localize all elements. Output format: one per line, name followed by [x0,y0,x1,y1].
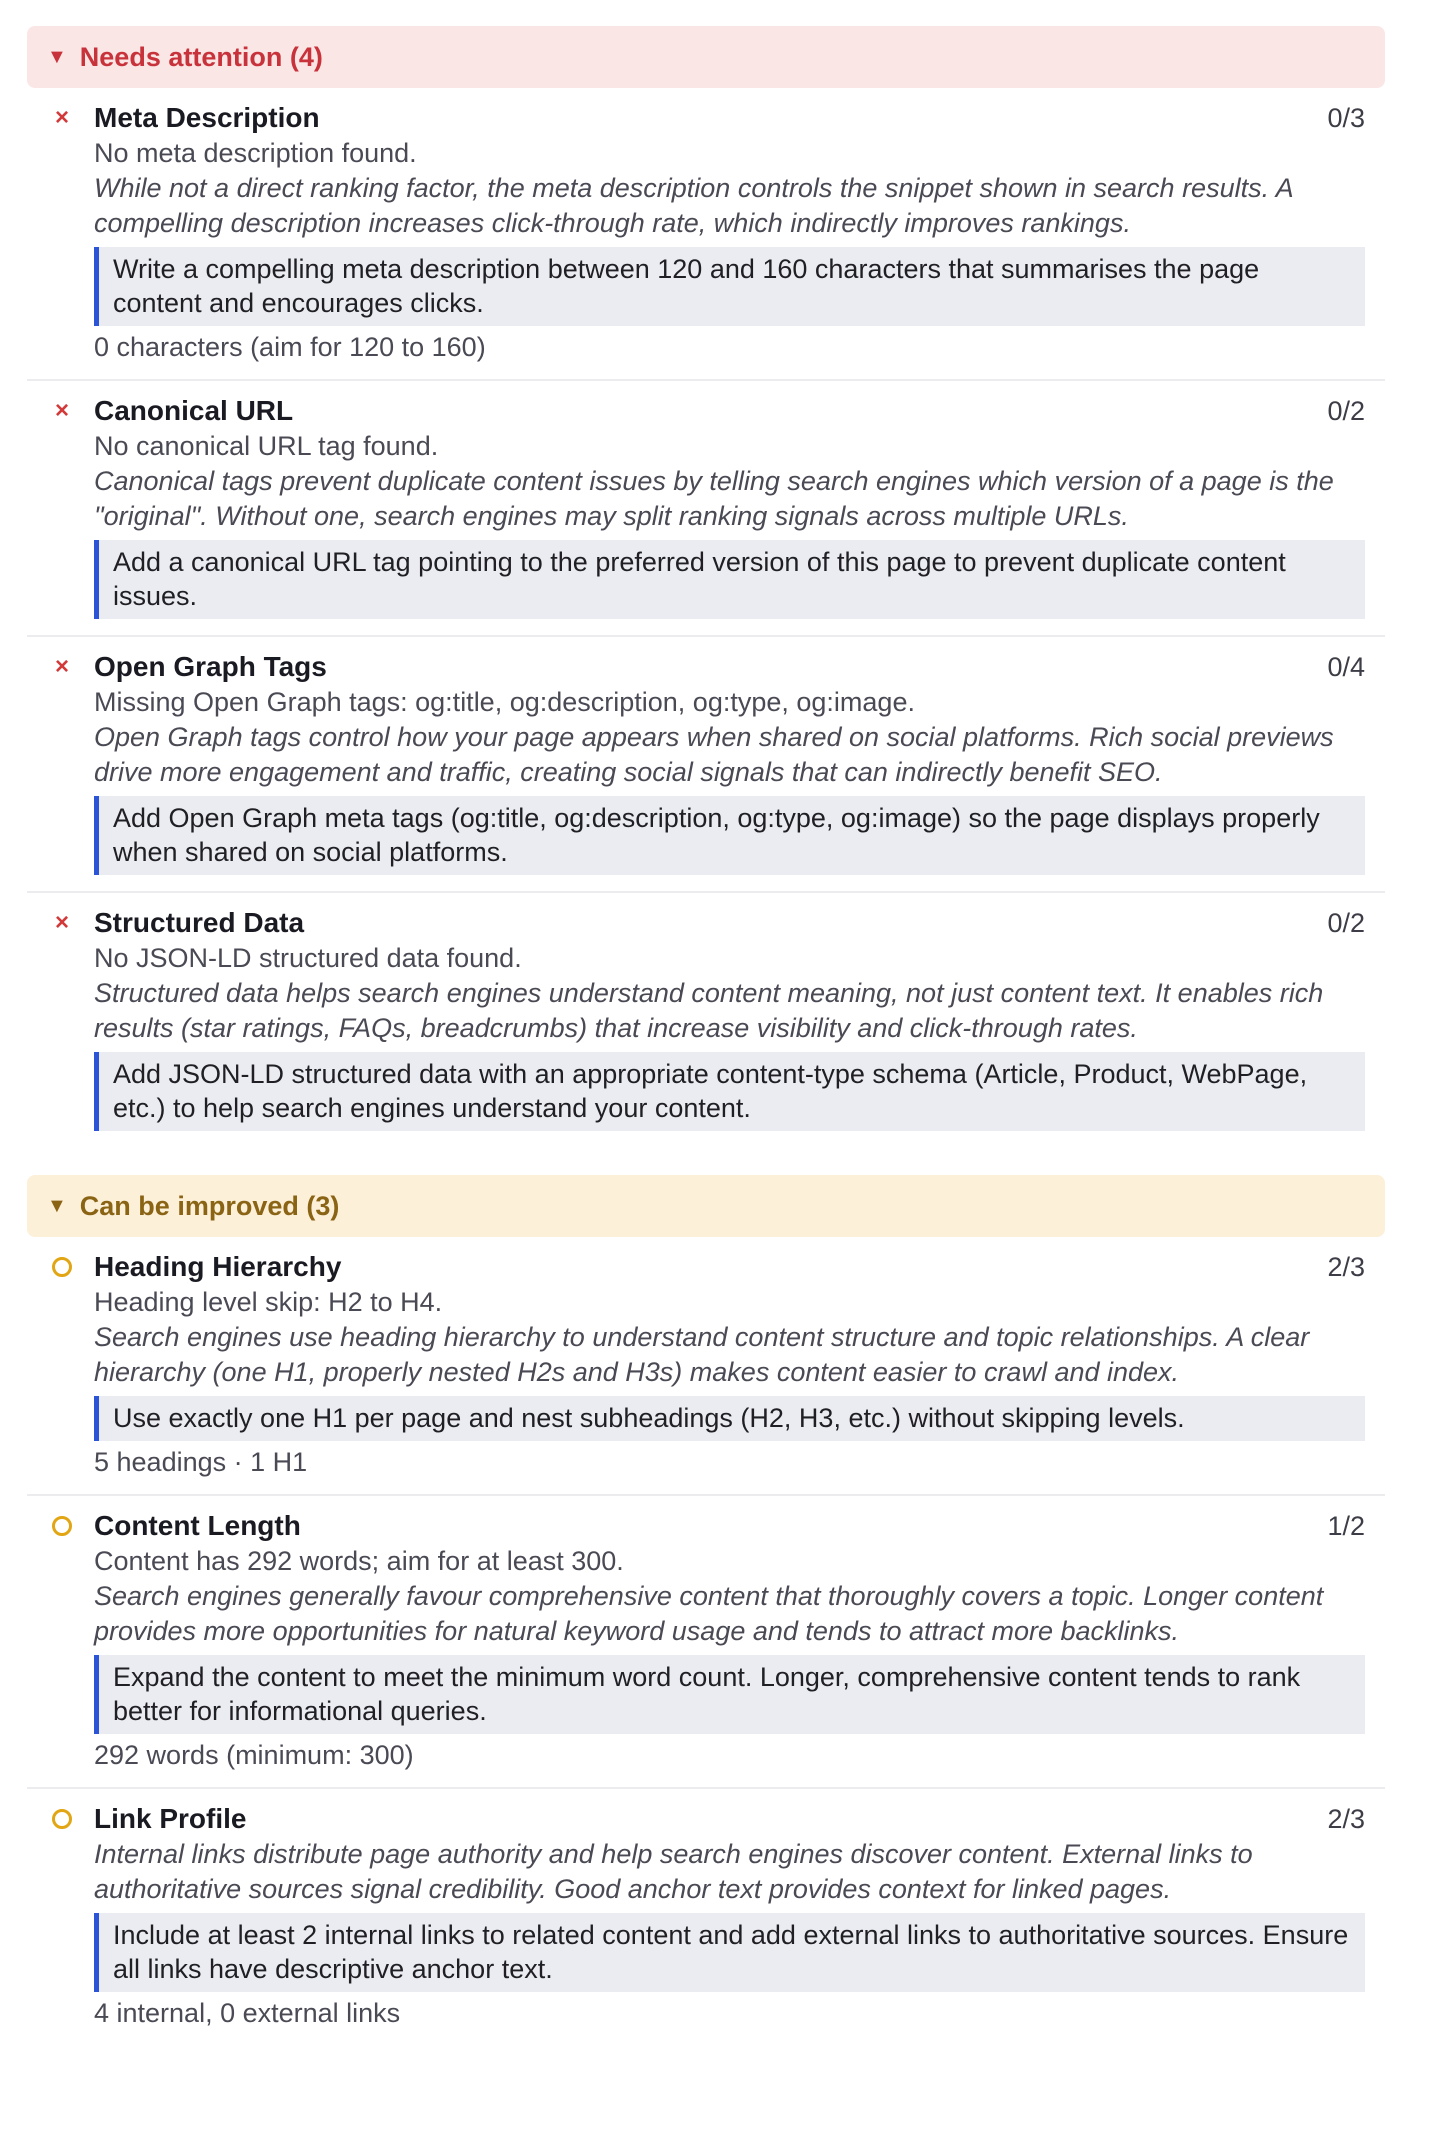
check-score: 0/3 [1327,103,1365,133]
check-list-can-be-improved [27,1237,1385,2045]
check-why: Canonical tags prevent duplicate content issues by telling search engines which version of a page is the "original". Without one, search engines may split ranking signals across multiple URLs. [94,466,1334,531]
check-recommendation: Add Open Graph meta tags (og:title, og:description, og:type, og:image) so the page displays properly when shared on social platforms. [94,796,1365,875]
check-metric: 5 headings · 1 H1 [94,1447,308,1477]
check-score: 0/4 [1327,652,1365,682]
check-title: Structured Data [94,907,305,938]
check-metric: 4 internal, 0 external links [94,1998,401,2028]
check-link-profile [27,1789,1385,2045]
check-why: While not a direct ranking factor, the meta description controls the snippet shown in search results. A compelling description increases click-through rate, which indirectly improves rankings. [94,173,1293,238]
check-heading-hierarchy [27,1237,1385,1496]
x-icon: × [54,653,69,680]
x-icon: × [54,909,69,936]
check-finding: No canonical URL tag found. [94,431,439,461]
section-header-needs-attention[interactable] [27,26,1385,88]
check-recommendation: Include at least 2 internal links to related content and add external links to authoritative sources. Ensure all links have descriptive anchor text. [94,1913,1365,1992]
check-open-graph-tags [27,637,1385,893]
check-score: 1/2 [1327,1511,1365,1541]
check-finding: Content has 292 words; aim for at least 300. [94,1546,624,1576]
caret-down-icon: ▼ [47,1194,67,1217]
check-title: Link Profile [94,1803,247,1834]
check-score: 2/3 [1327,1804,1365,1834]
check-recommendation: Expand the content to meet the minimum word count. Longer, comprehensive content tends to rank better for informational queries. [94,1655,1365,1734]
check-why: Search engines generally favour comprehensive content that thoroughly covers a topic. Longer content provides more opportunities for natural keyword usage and tends to attract more backlinks. [94,1581,1324,1646]
check-recommendation: Add JSON-LD structured data with an appropriate content-type schema (Article, Product, WebPage, etc.) to help search engines understand your content. [94,1052,1365,1131]
check-finding: Missing Open Graph tags: og:title, og:description, og:type, og:image. [94,687,915,717]
caret-down-icon: ▼ [47,45,67,68]
check-why: Search engines use heading hierarchy to understand content structure and topic relationships. A clear hierarchy (one H1, properly nested H2s and H3s) makes content easier to crawl and index. [94,1322,1310,1387]
check-score: 2/3 [1327,1252,1365,1282]
x-icon: × [54,397,69,424]
circle-icon [52,1516,72,1536]
check-recommendation: Add a canonical URL tag pointing to the preferred version of this page to prevent duplicate content issues. [94,540,1365,619]
check-title: Meta Description [94,102,320,133]
check-why: Internal links distribute page authority and help search engines discover content. External links to authoritative sources signal credibility. Good anchor text provides context for linked pages. [94,1839,1253,1904]
check-list-needs-attention [27,88,1385,1147]
check-finding: Heading level skip: H2 to H4. [94,1287,443,1317]
check-content-length [27,1496,1385,1789]
check-structured-data [27,893,1385,1147]
section-label: Can be improved (3) [79,1190,340,1221]
check-score: 0/2 [1327,396,1365,426]
check-why: Structured data helps search engines understand content meaning, not just content text. It enables rich results (star ratings, FAQs, breadcrumbs) that increase visibility and click-through rates. [94,978,1324,1043]
x-icon: × [54,104,69,131]
check-canonical-url [27,381,1385,637]
check-metric: 0 characters (aim for 120 to 160) [94,332,486,362]
circle-icon [52,1809,72,1829]
check-recommendation: Write a compelling meta description between 120 and 160 characters that summarises the page content and encourages clicks. [94,247,1365,326]
check-finding: No meta description found. [94,138,417,168]
check-title: Content Length [94,1510,301,1541]
check-title: Heading Hierarchy [94,1251,342,1282]
check-finding: No JSON-LD structured data found. [94,943,522,973]
check-score: 0/2 [1327,908,1365,938]
section-header-can-be-improved[interactable] [27,1175,1385,1237]
circle-icon [52,1257,72,1277]
check-why: Open Graph tags control how your page appears when shared on social platforms. Rich social previews drive more engagement and traffic, creating social signals that can indirectly benefit SEO. [94,722,1334,787]
check-recommendation: Use exactly one H1 per page and nest subheadings (H2, H3, etc.) without skipping levels. [94,1396,1365,1441]
check-title: Open Graph Tags [94,651,327,682]
check-metric: 292 words (minimum: 300) [94,1740,414,1770]
check-title: Canonical URL [94,395,294,426]
check-meta-description [27,88,1385,381]
section-label: Needs attention (4) [79,41,323,72]
